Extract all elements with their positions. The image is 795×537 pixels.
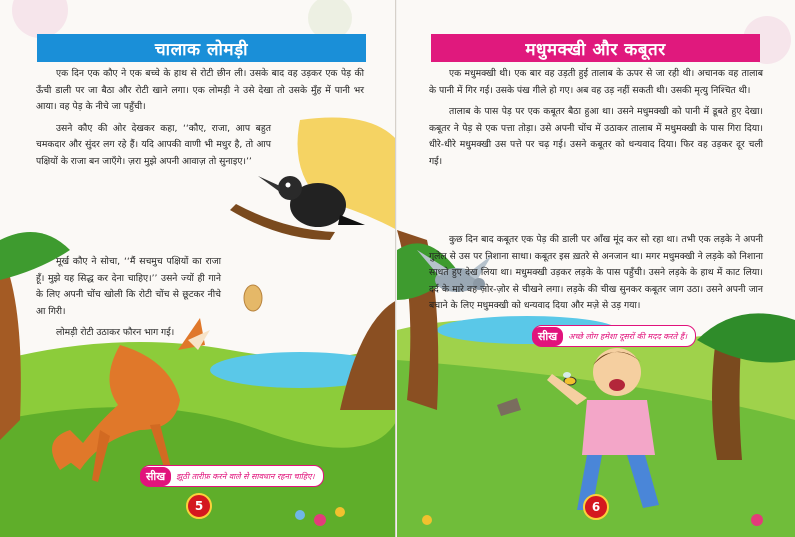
story-paragraph: एक मधुमक्खी थी। एक बार वह उड़ती हुई तालाब के ऊपर से जा रही थी। अचानक वह तालाब के पानी में गिर गई। उसके पंख गीले हो गए। अब वह उड़ नहीं सकती थी। उसकी मृत्यु निश्चित थी। <box>429 68 763 96</box>
page-title: चालाक लोमड़ी <box>37 34 366 62</box>
story-text-top <box>36 66 364 176</box>
page-number: 6 <box>583 494 609 520</box>
page-title: मधुमक्खी और कबूतर <box>431 34 760 62</box>
moral-box <box>532 325 696 347</box>
left-page <box>0 0 397 537</box>
moral-tag: सीख <box>532 327 563 346</box>
story-paragraph: लोमड़ी रोटी उठाकर फौरन भाग गई। <box>56 327 175 339</box>
story-text-top <box>429 66 763 176</box>
story-text-bottom <box>429 232 763 320</box>
story-paragraph: मूर्ख कौए ने सोचा, ‘‘मैं सचमुच पक्षियों का राजा हूँ। मुझे यह सिद्ध कर देना चाहिए।’’ उसने ज्यों ही गाने के लिए अपनी चोंच खोली कि रोटी चोंच से छूटकर नीचे आ गिरी। <box>36 256 221 317</box>
moral-text: अच्छे लोग हमेशा दूसरों की मदद करते हैं। <box>568 331 688 341</box>
story-text-bottom <box>36 254 221 347</box>
moral-box <box>140 465 324 487</box>
right-page <box>397 0 795 537</box>
moral-tag: सीख <box>140 467 171 486</box>
story-paragraph: उसने कौए की ओर देखकर कहा, ‘‘कौए, राजा, आप बहुत चमकदार और सुंदर लग रहे हैं। यदि आपकी वाणी भी मधुर है, तो आप पक्षियों के राजा बन जाएँगे। ज़रा मुझे अपनी आवाज़ तो सुनाइए।’’ <box>36 122 271 167</box>
roti-illustration <box>244 285 262 311</box>
story-paragraph: कुछ दिन बाद कबूतर एक पेड़ की डाली पर आँख मूंद कर सो रहा था। तभी एक लड़के ने अपनी गुलेल से उस पर निशाना साधा। कबूतर इस ख़तरे से अनजान था। मगर मधुमक्खी ने लड़के को निशाना साधते हुए देख लिया था। मधुमक्खी उड़कर लड़के के पास पहुँची। उसने लड़के के हाथ में काट लिया। दर्द के मारे वह ज़ोर-ज़ोर से चीखने लगा। लड़के की चीख सुनकर कबूतर जाग उठा। उसने अपनी जान बचाने के लिए मधुमक्खी को धन्यवाद दिया और मज़े से उड़ गया। <box>429 234 763 312</box>
page-number: 5 <box>186 493 212 519</box>
story-paragraph: एक दिन एक कौए ने एक बच्चे के हाथ से रोटी छीन ली। उसके बाद वह उड़कर एक पेड़ की ऊँची डाली पर जा बैठा और रोटी खाने लगा। एक लोमड़ी ने उसे देखा तो उसके मुँह में पानी भर आया। वह पेड़ के नीचे जा पहुँची। <box>36 68 364 113</box>
moral-text: झूठी तारीफ़ करने वाले से सावधान रहना चाहिए। <box>176 471 315 481</box>
story-paragraph: तालाब के पास पेड़ पर एक कबूतर बैठा हुआ था। उसने मधुमक्खी को पानी में डूबते हुए देखा। कबूतर ने पेड़ से एक पत्ता तोड़ा। उसे अपनी चोंच में उठाकर तालाब में मधुमक्खी के पास गिरा दिया। धीरे-धीरे मधुमक्खी उस पत्ते पर चढ़ गई। उसने कबूतर को धन्यवाद दिया। फिर वह उड़कर दूर चली गई। <box>429 106 763 167</box>
